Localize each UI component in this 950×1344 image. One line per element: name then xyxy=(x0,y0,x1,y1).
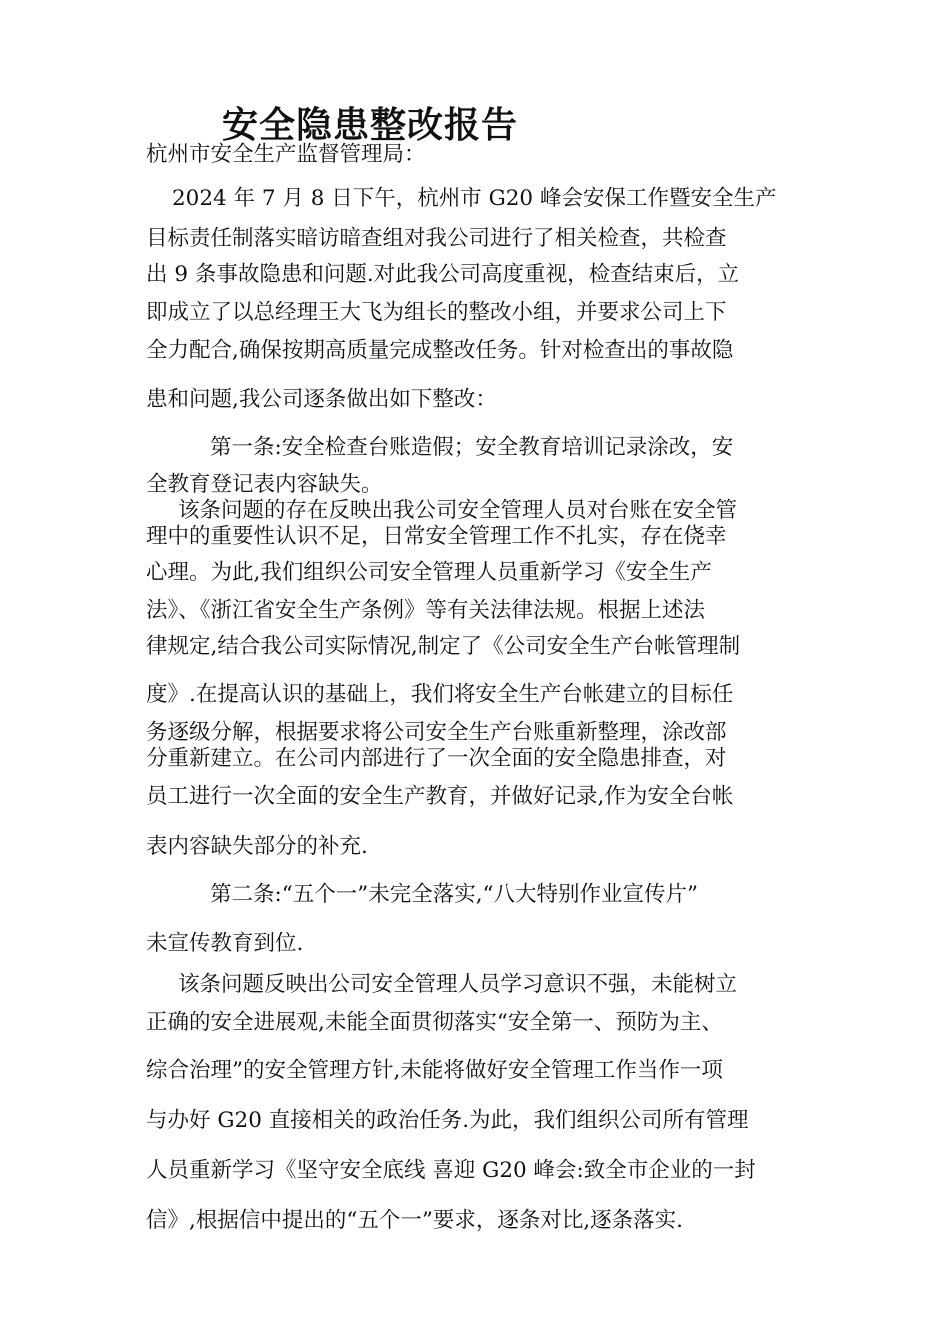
body-line: 综合治理”的安全管理方针,未能将做好安全管理工作当作一项 xyxy=(146,1058,723,1083)
section-heading-1: 第一条:安全检查台账造假；安全教育培训记录涂改，安 xyxy=(210,435,734,460)
body-line: 该条问题的存在反映出我公司安全管理人员对台账在安全管 xyxy=(178,498,738,523)
body-line: 出 9 条事故隐患和问题.对此我公司高度重视，检查结束后，立 xyxy=(146,262,740,287)
body-line: 与办好 G20 直接相关的政治任务.为此，我们组织公司所有管理 xyxy=(146,1108,749,1133)
body-line: 度》.在提高认识的基础上，我们将安全生产台帐建立的目标任 xyxy=(146,682,734,707)
body-line: 即成立了以总经理王大飞为组长的整改小组，并要求公司上下 xyxy=(146,300,727,325)
body-line: 理中的重要性认识不足，日常安全管理工作不扎实，存在侥幸 xyxy=(146,524,727,549)
body-line: 患和问题,我公司逐条做出如下整改： xyxy=(146,387,497,412)
body-line: 2024 年 7 月 8 日下午，杭州市 G20 峰会安保工作暨安全生产 xyxy=(172,186,777,211)
document-title: 安全隐患整改报告 xyxy=(222,105,519,146)
section-heading-2-cont: 未宣传教育到位. xyxy=(146,931,304,956)
body-line: 正确的安全进展观,未能全面贯彻落实“安全第一、预防为主、 xyxy=(146,1010,723,1035)
body-line: 员工进行一次全面的安全生产教育，并做好记录,作为安全台帐 xyxy=(146,784,734,809)
body-line: 分重新建立。在公司内部进行了一次全面的安全隐患排查，对 xyxy=(146,746,727,771)
addressee: 杭州市安全生产监督管理局： xyxy=(146,142,426,167)
body-line: 律规定,结合我公司实际情况,制定了《公司安全生产台帐管理制 xyxy=(146,634,741,659)
section-heading-2: 第二条:“五个一”未完全落实,“八大特别作业宣传片” xyxy=(210,882,699,907)
body-line: 务逐级分解，根据要求将公司安全生产台账重新整理，涂改部 xyxy=(146,720,727,745)
body-line: 信》,根据信中提出的“五个一”要求，逐条对比,逐条落实. xyxy=(146,1208,683,1233)
body-line: 表内容缺失部分的补充. xyxy=(146,834,368,859)
body-line: 目标责任制落实暗访暗查组对我公司进行了相关检查，共检查 xyxy=(146,226,727,251)
body-line: 心理。为此,我们组织公司安全管理人员重新学习《安全生产 xyxy=(146,560,712,585)
body-line: 人员重新学习《坚守安全底线 喜迎 G20 峰会:致全市企业的一封 xyxy=(146,1158,756,1183)
body-line: 法》、《浙江省安全生产条例》等有关法律法规。根据上述法 xyxy=(146,598,706,623)
section-heading-1-cont: 全教育登记表内容缺失。 xyxy=(146,472,383,497)
body-line: 该条问题反映出公司安全管理人员学习意识不强，未能树立 xyxy=(178,972,738,997)
body-line: 全力配合,确保按期高质量完成整改任务。针对检查出的事故隐 xyxy=(146,338,734,363)
